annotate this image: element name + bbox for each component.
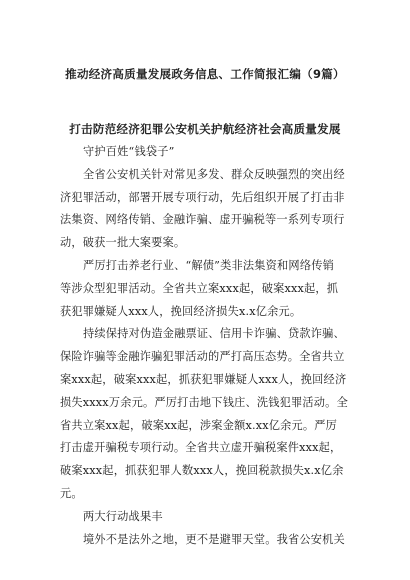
body-line: 打击虚开骗税专项行动。全省共立虚开骗税案件xxx起， xyxy=(60,441,342,455)
body-line: 济犯罪活动，部署开展专项行动，先后组织开展了打击非 xyxy=(60,190,345,204)
body-line: 严厉打击养老行业、“解债”类非法集资和网络传销 xyxy=(83,258,334,272)
body-line: 境外不是法外之地，更不是避罪天堂。我省公安机关 xyxy=(83,532,345,546)
body-line: 法集资、网络传销、金融诈骗、虚开骗税等一系列专项行 xyxy=(60,213,345,227)
body-line: 守护百姓“钱袋子” xyxy=(83,145,175,158)
body-line: 全省公安机关针对常见多发、群众反映强烈的突出经 xyxy=(83,167,345,181)
section-title: 打击防范经济犯罪公安机关护航经济社会高质量发展 xyxy=(69,122,341,136)
body-line: 元。 xyxy=(60,486,83,500)
body-line: 两大行动战果丰 xyxy=(83,509,163,523)
body-line: 等涉众型犯罪活动。全省共立案xxx起，破案xxx起，抓 xyxy=(60,281,339,295)
body-line: 动，破获一批大案要案。 xyxy=(60,236,186,250)
document-title: 推动经济高质量发展政务信息、工作简报汇编（9篇） xyxy=(65,67,345,81)
body-line: 省共立案xx起，破案xx起，涉案金额x.xx亿余元。严厉 xyxy=(60,418,338,432)
body-line: 获犯罪嫌疑人xxx人，挽回经济损失x.x亿余元。 xyxy=(60,304,302,318)
body-line: 损失xxxx万余元。严厉打击地下钱庄、洗钱犯罪活动。全 xyxy=(60,395,348,409)
document-body xyxy=(60,141,350,551)
body-line: 案xxx起，破案xxx起，抓获犯罪嫌疑人xxx人，挽回经济 xyxy=(60,372,347,386)
body-line: 破案xxx起，抓获犯罪人数xxx人，挽回税款损失x.x亿余 xyxy=(60,464,344,478)
body-line: 保险诈骗等金融诈骗犯罪活动的严打高压态势。全省共立 xyxy=(60,350,345,364)
body-line: 持续保持对伪造金融票证、信用卡诈骗、贷款诈骗、 xyxy=(83,327,345,341)
